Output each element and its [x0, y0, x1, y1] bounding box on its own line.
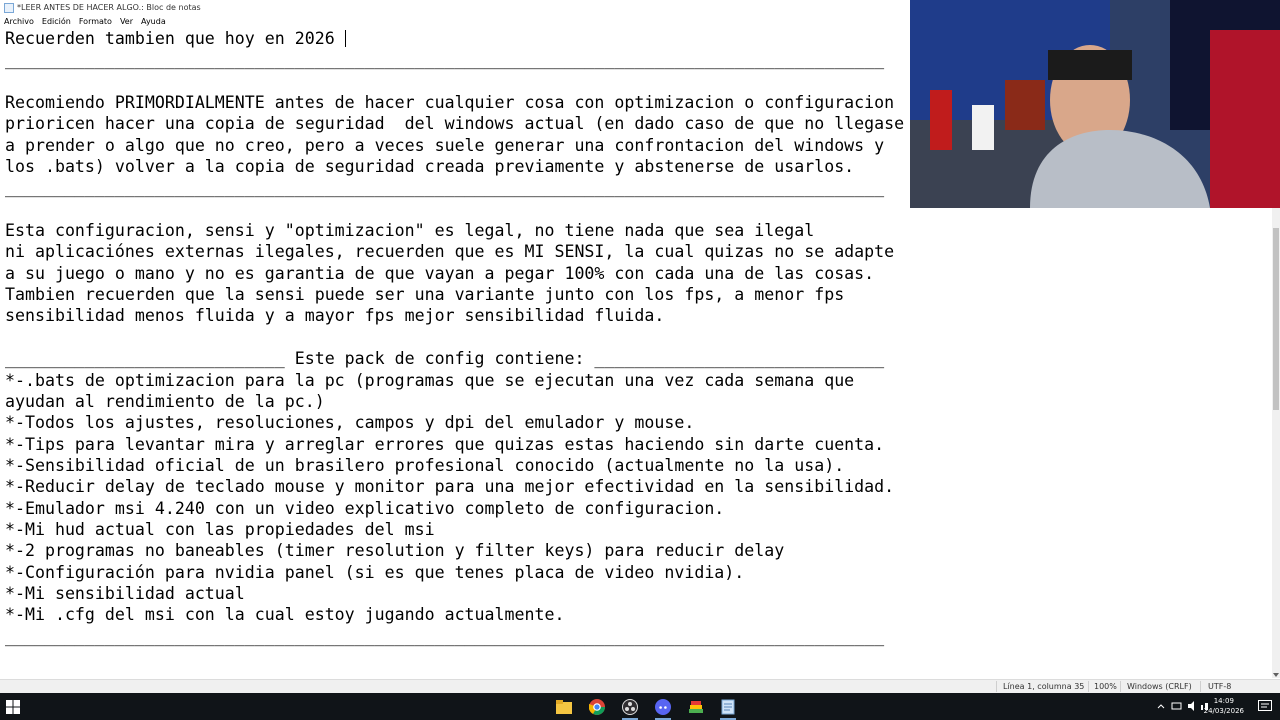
- clock-time: 14:09: [1213, 697, 1234, 705]
- taskbar-clock[interactable]: [1204, 696, 1244, 716]
- text-line: Recuerden tambien que hoy en 2026: [5, 29, 345, 48]
- status-bar: [0, 679, 1280, 693]
- network-icon: [1172, 703, 1181, 709]
- scrollbar-thumb[interactable]: [1273, 228, 1279, 410]
- text-line: a su juego o mano y no es garantia de que vayan a pegar 100% con cada una de las cosas.: [5, 263, 875, 283]
- status-separator: [1120, 681, 1121, 692]
- notepad-icon[interactable]: [718, 697, 738, 717]
- text-line: ________________________________________________________________________________________: [5, 178, 885, 198]
- text-line: *-Mi sensibilidad actual: [5, 583, 245, 603]
- chrome-icon[interactable]: [587, 697, 607, 717]
- text-line: prioricen hacer una copia de seguridad del windows actual (en dado caso de que no llegase: [5, 114, 905, 134]
- chevron-up-icon: [1158, 705, 1164, 708]
- text-line: *-Configuración para nvidia panel (si es que tenes placa de video nvidia).: [5, 562, 745, 582]
- obs-icon[interactable]: [620, 697, 640, 717]
- text-line: *-.bats de optimizacion para la pc (programas que se ejecutan una vez cada semana que: [5, 370, 855, 390]
- text-line: Esta configuracion, sensi y "optimizacion" es legal, no tiene nada que sea ilegal: [5, 221, 815, 241]
- cursor-position: Línea 1, columna 35: [1003, 682, 1085, 691]
- zoom-level: 100%: [1094, 682, 1117, 691]
- menu-formato[interactable]: Formato: [78, 17, 112, 26]
- taskbar: [0, 693, 1280, 720]
- text-line: ____________________________ Este pack de config contiene: _____________________________: [5, 349, 885, 369]
- status-separator: [1088, 681, 1089, 692]
- webcam-image: [910, 0, 1280, 208]
- menu-ayuda[interactable]: Ayuda: [141, 17, 166, 26]
- title-bar: [0, 0, 910, 15]
- action-center-icon[interactable]: [1258, 700, 1272, 713]
- vertical-scrollbar[interactable]: [1272, 208, 1280, 678]
- text-line: *-Emulador msi 4.240 con un video explicativo completo de configuracion.: [5, 498, 725, 518]
- text-line: *-Mi .cfg del msi con la cual estoy jugando actualmente.: [5, 605, 565, 625]
- text-line: *-Tips para levantar mira y arreglar errores que quizas estas haciendo sin darte cuenta.: [5, 434, 885, 454]
- file-explorer-icon[interactable]: [554, 697, 574, 717]
- notepad-app-icon: [4, 3, 14, 13]
- status-separator: [996, 681, 997, 692]
- text-line: ________________________________________________________________________________________: [5, 50, 885, 70]
- text-line: *-Mi hud actual con las propiedades del msi: [5, 519, 435, 539]
- discord-icon[interactable]: [653, 697, 673, 717]
- line-ending: Windows (CRLF): [1127, 682, 1192, 691]
- menu-ver[interactable]: Ver: [119, 17, 134, 26]
- text-line: *-Todos los ajustes, resoluciones, campos y dpi del emulador y mouse.: [5, 413, 695, 433]
- status-separator: [1200, 681, 1201, 692]
- clock-date: 24/03/2026: [1203, 707, 1244, 715]
- menu-archivo[interactable]: Archivo: [4, 17, 34, 26]
- text-line: *-2 programas no baneables (timer resolution y filter keys) para reducir delay: [5, 541, 785, 561]
- scroll-down-arrow-icon[interactable]: [1273, 673, 1279, 677]
- text-line: *-Reducir delay de teclado mouse y monitor para una mejor efectividad en la sensibilidad.: [5, 477, 895, 497]
- text-line: a prender o algo que no creo, pero a veces suele generar una confrontacion del windows y: [5, 135, 885, 155]
- text-line: ayudan al rendimiento de la pc.): [5, 391, 325, 411]
- window-title: *LEER ANTES DE HACER ALGO.: Bloc de notas: [17, 3, 201, 12]
- text-line: *-Sensibilidad oficial de un brasilero profesional conocido (actualmente no la usa).: [5, 455, 845, 475]
- encoding: UTF-8: [1208, 682, 1232, 691]
- text-line: los .bats) volver a la copia de seguridad creada previamente y abstenerse de usarlos.: [5, 157, 855, 177]
- volume-icon: [1188, 701, 1194, 711]
- bluestacks-icon[interactable]: [686, 697, 706, 717]
- windows-start-icon[interactable]: [5, 699, 21, 715]
- text-line: Tambien recuerden que la sensi puede ser una variante junto con los fps, a menor fps: [5, 285, 845, 305]
- text-line: Recomiendo PRIMORDIALMENTE antes de hacer cualquier cosa con optimizacion o configuracion: [5, 93, 895, 113]
- webcam-overlay: [910, 0, 1280, 208]
- text-line: ________________________________________________________________________________________: [5, 626, 885, 646]
- menu-edicion[interactable]: Edición: [41, 17, 71, 26]
- menu-bar: [0, 15, 910, 28]
- text-line: ni aplicaciónes externas ilegales, recuerden que es MI SENSI, la cual quizas no se adapte: [5, 242, 895, 262]
- text-caret: [345, 30, 346, 47]
- text-line: sensibilidad menos fluida y a mayor fps mejor sensibilidad fluida.: [5, 306, 665, 326]
